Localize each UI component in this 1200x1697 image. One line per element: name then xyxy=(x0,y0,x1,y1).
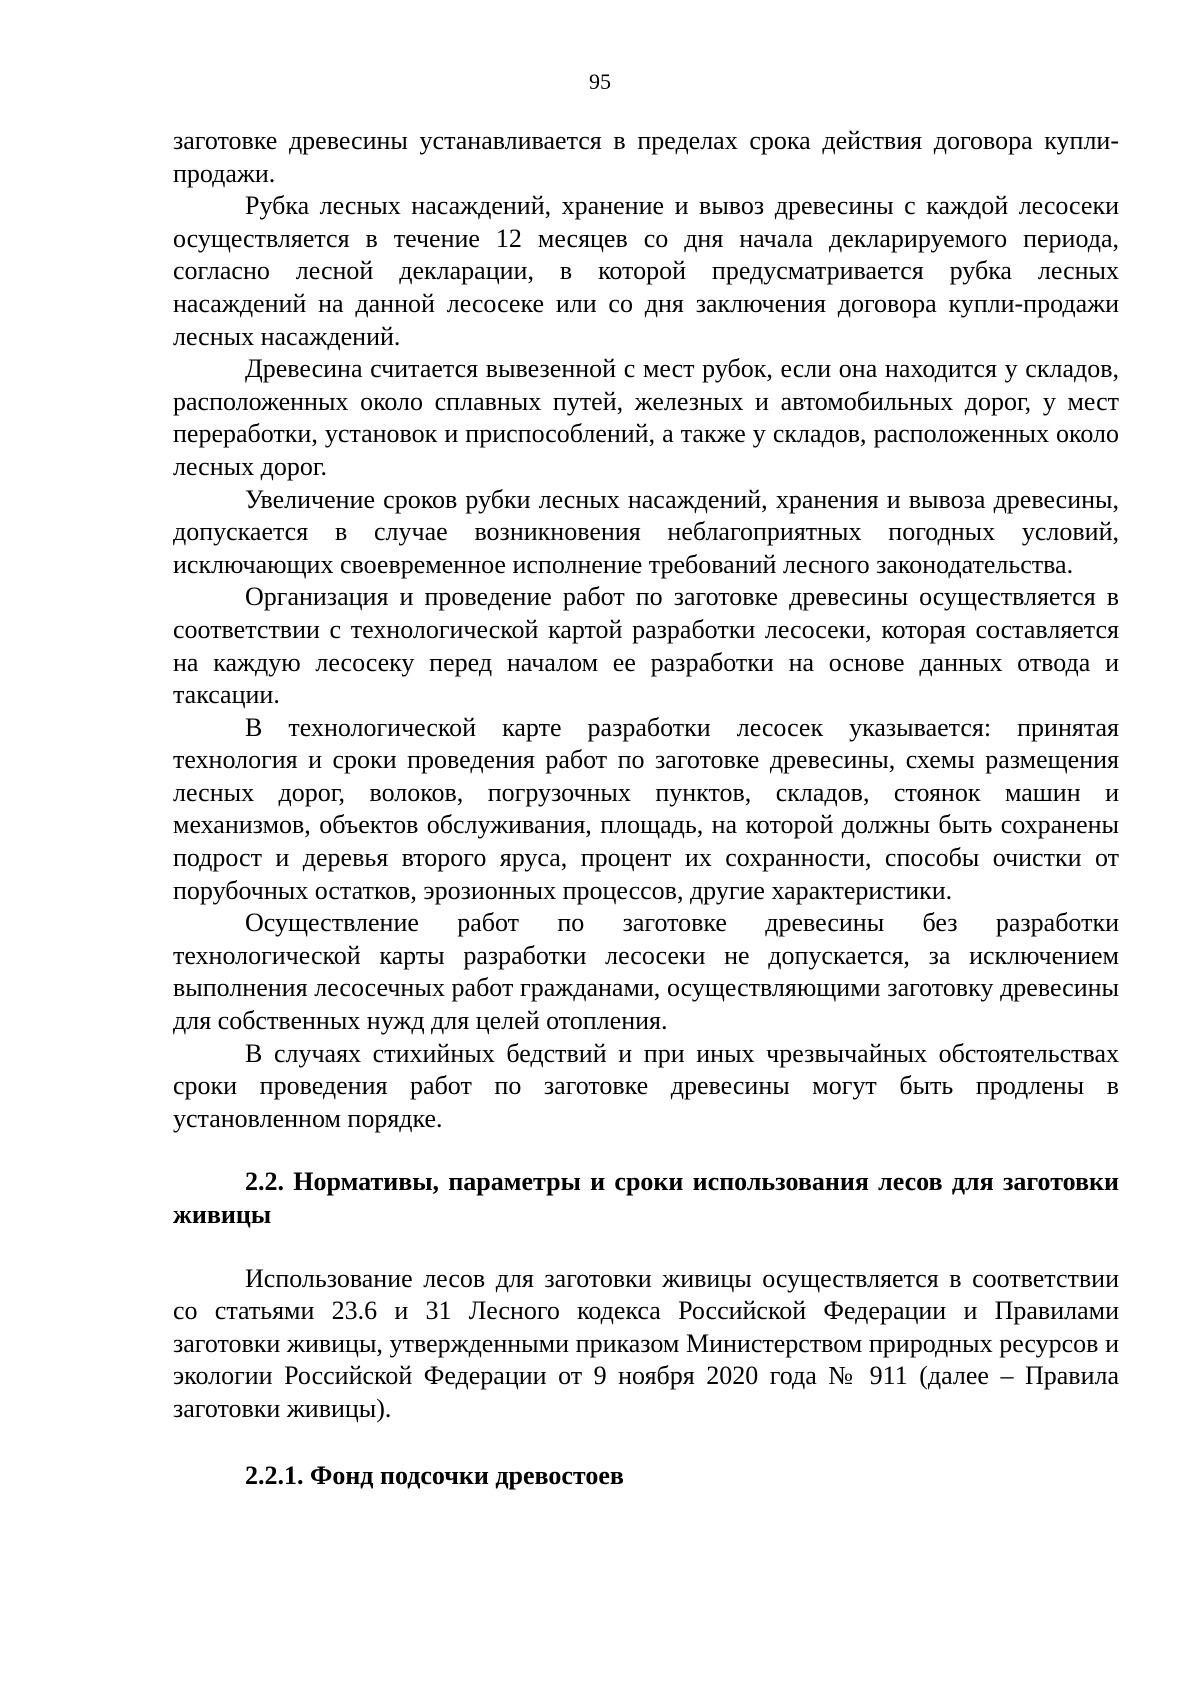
paragraph: Использование лесов для заготовки живицы осуществляется в соответствии со статьями 23.6 и 31 Лесного кодекса Российской Федерации и Правилами заготовки живицы, утвержденными приказом Министерством природных ресурсов и экологии Российской Федерации от 9 ноября 2020 года № 911 (далее – Правила заготовки живицы). xyxy=(173,1263,1119,1423)
paragraph: Древесина считается вывезенной с мест рубок, если она находится у складов, расположенных около сплавных путей, железных и автомобильных дорог, у мест переработки, установок и приспособлений, а также у складов, расположенных около лесных дорог. xyxy=(173,354,1119,481)
paragraph: В технологической карте разработки лесосек указывается: принятая технология и сроки проведения работ по заготовке древесины, схемы размещения лесных дорог, волоков, погрузочных пунктов, складов, стоянок машин и механизмов, объектов обслуживания, площадь, на которой должны быть сохранены подрост и деревья второго яруса, процент их сохранности, способы очистки от порубочных остатков, эрозионных процессов, другие характеристики. xyxy=(173,712,1119,905)
subsection-heading: 2.2.1. Фонд подсочки древостоев xyxy=(245,1460,624,1490)
paragraph: В случаях стихийных бедствий и при иных чрезвычайных обстоятельствах сроки проведения работ по заготовке древесины могут быть продлены в установленном порядке. xyxy=(173,1038,1119,1133)
paragraph: заготовке древесины устанавливается в пределах срока действия договора купли-продажи. xyxy=(173,126,1119,188)
paragraph: Рубка лесных насаждений, хранение и вывоз древесины с каждой лесосеки осуществляется в течение 12 месяцев со дня начала декларируемого периода, согласно лесной декларации, в которой предусматривается рубка лесных насаждений на данной лесосеке или со дня заключения договора купли-продажи лесных насаждений. xyxy=(173,191,1119,351)
page-number: 95 xyxy=(589,69,611,94)
document-body xyxy=(173,125,1119,1492)
paragraph: Организация и проведение работ по заготовке древесины осуществляется в соответствии с технологической картой разработки лесосеки, которая составляется на каждую лесосеку перед началом ее разработки на основе данных отвода и таксации. xyxy=(173,582,1119,710)
paragraph: Осуществление работ по заготовке древесины без разработки технологической карты разработки лесосеки не допускается, за исключением выполнения лесосечных работ гражданами, осуществляющими заготовку древесины для собственных нужд для целей отопления. xyxy=(173,908,1119,1036)
section-heading: 2.2. Нормативы, параметры и сроки использования лесов для заготовки живицы xyxy=(173,1167,1119,1229)
paragraph: Увеличение сроков рубки лесных насаждений, хранения и вывоза древесины, допускается в случае возникновения неблагоприятных погодных условий, исключающих своевременное исполнение требований лесного законодательства. xyxy=(173,484,1119,579)
